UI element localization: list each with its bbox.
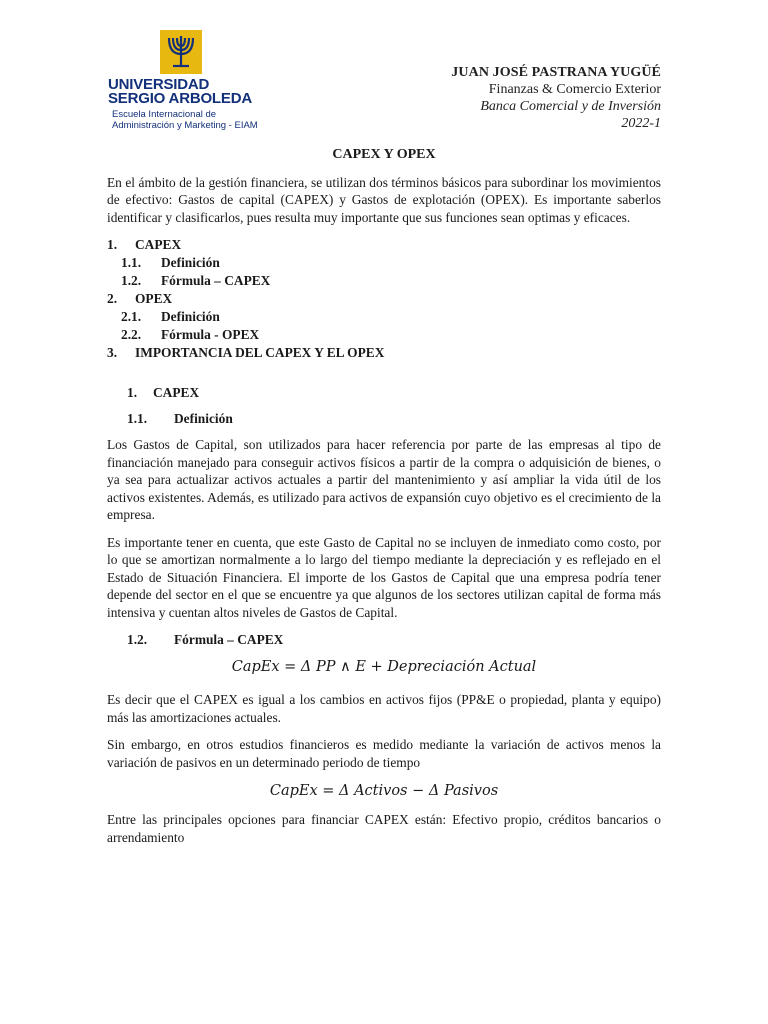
- definition-paragraph-1: Los Gastos de Capital, son utilizados para hacer referencia por parte de las empresas al tipo de financiación manejado para conseguir activos físicos a partir de la compra o adquisición de bienes, o ya sea para actualizar activos actuales a partir del mantenimiento y así ampliar la vida útil de los activos existentes. Además, es utilizado para activos de expansión cuyo objetivo es el crecimiento de la empresa.: [107, 437, 661, 522]
- toc-item: 3. IMPORTANCIA DEL CAPEX Y EL OPEX: [107, 345, 385, 360]
- author-name: JUAN JOSÉ PASTRANA YUGÜÉ: [451, 65, 661, 80]
- intro-paragraph: En el ámbito de la gestión financiera, se utilizan dos términos básicos para subordinar los movimientos de efectivo: Gastos de capital (CAPEX) y Gastos de explotación (OPEX). Es importante saberlos identificar y clasificarlos, pues resulta muy importante que sus funciones sean optimas y eficaces.: [107, 174, 661, 225]
- university-logo: [108, 30, 268, 130]
- university-name-line1: UNIVERSIDAD: [108, 76, 210, 93]
- table-of-contents: [107, 236, 661, 362]
- formula-paragraph-2: Sin embargo, en otros estudios financieros es medido mediante la variación de activos menos la variación de pasivos en un determinado periodo de tiempo: [107, 737, 661, 770]
- university-name: [108, 78, 268, 106]
- document-body: [107, 146, 661, 856]
- program-name: Finanzas & Comercio Exterior: [488, 82, 661, 97]
- toc-item: 1.1. Definición: [121, 255, 220, 270]
- author-header: [451, 64, 661, 132]
- term: 2022-1: [621, 116, 661, 131]
- university-name-line2: SERGIO ARBOLEDA: [108, 90, 252, 107]
- document-title: CAPEX Y OPEX: [332, 147, 436, 162]
- capex-formula-2: CapEx = Δ Activos − Δ Pasivos: [269, 783, 499, 799]
- subsection-heading-definicion: 1.1. Definición: [127, 411, 233, 426]
- toc-item: 2. OPEX: [107, 291, 173, 306]
- school-name: [112, 109, 272, 131]
- school-name-line2: Administración y Marketing - EIAM: [112, 120, 258, 131]
- formula-paragraph-1: Es decir que el CAPEX es igual a los cambios en activos fijos (PP&E o propiedad, planta y equipo) más las amortizaciones actuales.: [107, 692, 661, 725]
- course-name: Banca Comercial y de Inversión: [480, 99, 661, 114]
- toc-item: 2.2. Fórmula - OPEX: [121, 327, 260, 342]
- menorah-emblem-icon: [160, 30, 202, 74]
- toc-item: 2.1. Definición: [121, 309, 220, 324]
- subsection-heading-formula: 1.2. Fórmula – CAPEX: [127, 632, 284, 647]
- school-name-line1: Escuela Internacional de: [112, 109, 217, 120]
- financing-paragraph: Entre las principales opciones para financiar CAPEX están: Efectivo propio, créditos bancarios o arrendamiento: [107, 812, 661, 845]
- toc-item: 1. CAPEX: [107, 237, 182, 252]
- capex-formula-1: CapEx = Δ PP ∧ E + Depreciación Actual: [231, 659, 537, 675]
- toc-item: 1.2. Fórmula – CAPEX: [121, 273, 271, 288]
- definition-paragraph-2: Es importante tener en cuenta, que este Gasto de Capital no se incluyen de inmediato como costo, por lo que se amortizan normalmente a lo largo del tiempo mediante la depreciación y es reflejado en el Estado de Situación Financiera. El importe de los Gastos de Capital que una empresa podría tener depende del sector en el que se encuentre ya que algunos de los sectores utilizan capital de forma más intensiva y cuentan altos niveles de Gastos de Capital.: [107, 534, 661, 620]
- section-heading-capex: 1. CAPEX: [127, 385, 200, 400]
